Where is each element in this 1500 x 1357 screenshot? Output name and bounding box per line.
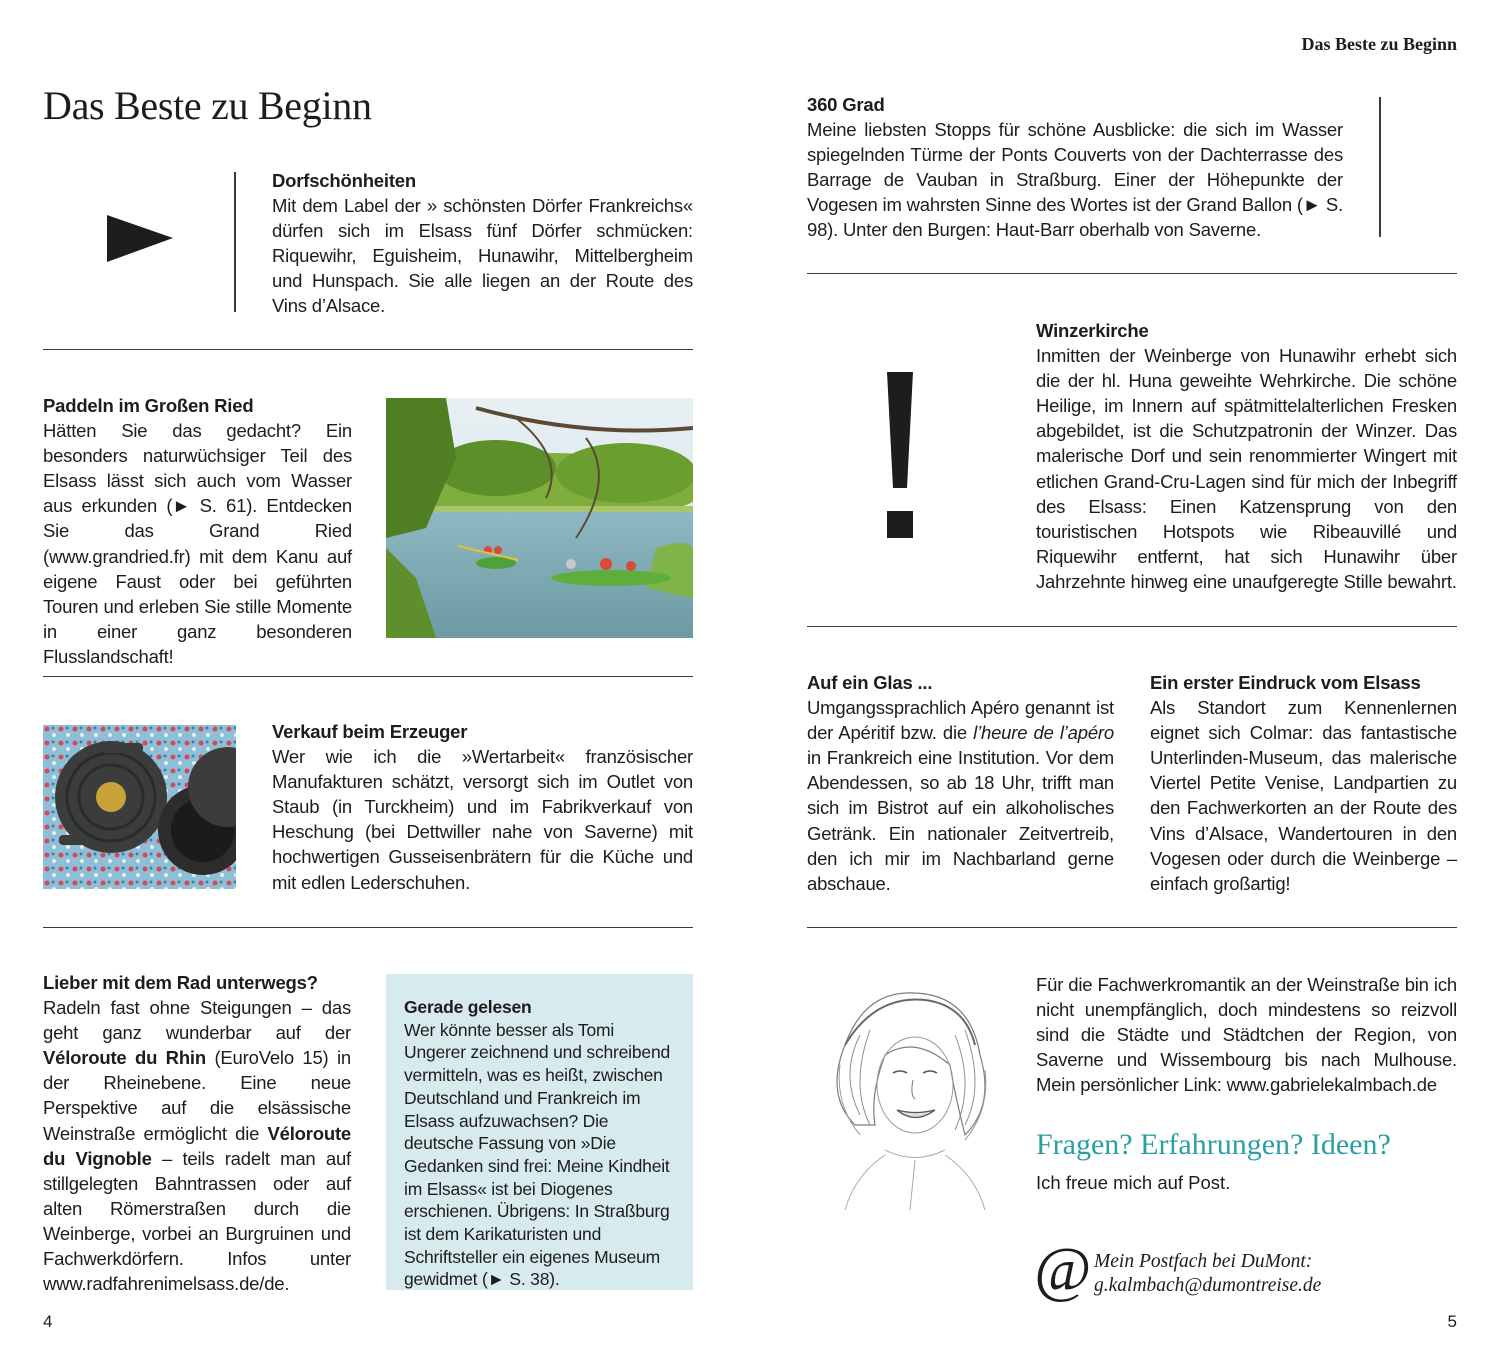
vertical-divider	[234, 172, 236, 312]
section-divider	[43, 927, 693, 928]
section-title: Verkauf beim Erzeuger	[272, 721, 468, 742]
section-text: Umgangssprachlich Apéro genannt ist der Apéritif bzw. die	[807, 697, 1114, 744]
bold-route-name: Véloroute du Vignoble	[43, 1122, 351, 1169]
section-divider	[807, 927, 1457, 928]
section-dorfschoenheiten	[272, 168, 693, 319]
box-text: Wer könnte besser als Tomi Ungerer zeichnend und schreibend vermitteln, was es heißt, zwischen Deutschland und Frankreich im Elsass aufzuwachsen? Die deutsche Fassung von »Die Gedanken sind frei: Meine Kindheit im Elsass« ist bei Diogenes erschienen. Übrigens: In Straßburg ist dem Karikaturisten und Schriftsteller ein eigenes Museum gewidmet (► S. 38).	[404, 1019, 671, 1290]
section-winzerkirche	[1036, 318, 1457, 594]
section-rad	[43, 970, 351, 1296]
italic-phrase: l’heure de l’apéro	[973, 722, 1114, 744]
page-number-right: 5	[1447, 1312, 1457, 1331]
reading-tip-content	[404, 996, 679, 1291]
reading-tip-box	[386, 974, 693, 1290]
section-title: Winzerkirche	[1036, 320, 1149, 341]
canoe-river-photo	[386, 398, 693, 638]
section-verkauf	[272, 719, 693, 895]
section-title: Lieber mit dem Rad unterwegs?	[43, 972, 318, 993]
section-text: (EuroVelo 15) in der Rheinebene. Eine neue Perspektive auf die elsässische Weinstraße ermöglicht die	[43, 1047, 351, 1144]
section-divider	[807, 273, 1457, 274]
running-head: Das Beste zu Beginn	[1301, 34, 1457, 54]
contact-cta-subtext: Ich freue mich auf Post.	[1036, 1172, 1231, 1193]
mail-label: Mein Postfach bei DuMont:	[1094, 1251, 1313, 1272]
cast-iron-cocotte-photo	[43, 725, 236, 889]
page-number-left: 4	[43, 1312, 53, 1331]
mail-address-link[interactable]: g.kalmbach@dumontreise.de	[1094, 1275, 1322, 1296]
section-divider	[807, 626, 1457, 627]
section-text: Hätten Sie das gedacht? Ein besonders naturwüchsiger Teil des Elsass lässt sich auch vom Wasser aus erkunden (► S. 61). Entdecken Sie das Grand Ried (www.grandried.fr) mit dem Kanu auf eigene Faust oder bei geführten Touren und erleben Sie stille Momente in einer ganz besonderen Flusslandschaft!	[43, 420, 352, 667]
page-title: Das Beste zu Beginn	[43, 83, 372, 128]
bold-route-name: Véloroute du Rhin	[43, 1047, 206, 1069]
play-triangle-icon	[106, 214, 174, 264]
exclamation-icon	[884, 370, 920, 540]
box-title: Gerade gelesen	[404, 997, 532, 1017]
section-text: Inmitten der Weinberge von Hunawihr erhebt sich die der hl. Huna geweihte Wehrkirche. Die schöne Heilige, im Innern auf spätmittelalterlichen Fresken abgebildet, ist die Schutzpatronin der Winzer. Das malerische Dorf und sein renommierter Wingert mit etlichen Grand-Cru-Lagen sind für mich der Inbegriff des Elsass: Einen Katzensprung von den touristischen Hotspots wie Ribeauvillé und Riquewihr entfernt, hat sich Hunawihr über Jahrzehnte hinweg eine unaufgeregte Stille bewahrt.	[1036, 345, 1457, 592]
author-pencil-portrait	[815, 975, 1005, 1210]
section-360-grad	[807, 92, 1343, 243]
contact-mail	[1094, 1250, 1321, 1298]
section-paddeln	[43, 393, 352, 669]
section-auf-ein-glas	[807, 670, 1114, 896]
section-title: Auf ein Glas ...	[807, 672, 933, 693]
section-title: Ein erster Eindruck vom Elsass	[1150, 672, 1421, 693]
section-text: – teils radelt man auf stillgelegten Bahntrassen oder auf alten Römerstraßen durch die Weinberge, vorbei an Burgruinen und Fachwerkdörfern. Infos unter www.radfahrenimelsass.de/de.	[43, 1147, 351, 1295]
at-sign-icon: @	[1034, 1236, 1092, 1304]
section-text: Wer wie ich die »Wertarbeit« französischer Manufakturen schätzt, versorgt sich im Outlet von Staub (in Turckheim) und im Fabrikverkauf von Heschung (bei Dettwiller nahe von Saverne) mit hochwertigen Gusseisenbrätern für die Küche und mit edlen Lederschuhen.	[272, 746, 693, 893]
vertical-divider	[1379, 97, 1381, 237]
author-intro	[1036, 972, 1457, 1097]
section-text: Meine liebsten Stopps für schöne Ausblicke: die sich im Wasser spiegelnden Türme der Ponts Couverts von der Dachterrasse des Barrage de Vauban in Straßburg. Einer der Höhepunkte der Vogesen im wahrsten Sinne des Wortes ist der Grand Ballon (► S. 98). Unter den Burgen: Haut-Barr oberhalb von Saverne.	[807, 119, 1343, 241]
section-text: in Frankreich eine Institution. Vor dem Abendessen, so ab 18 Uhr, trifft man sich im Bistrot auf ein alkoholisches Getränk. Ein nationaler Zeitvertreib, den ich mir im Nachbarland gerne abschaue.	[807, 747, 1114, 894]
section-divider	[43, 349, 693, 350]
section-erster-eindruck	[1150, 670, 1457, 896]
section-title: 360 Grad	[807, 94, 885, 115]
section-text: Mit dem Label der » schönsten Dörfer Frankreichs« dürfen sich im Elsass fünf Dörfer schmücken: Riquewihr, Eguisheim, Hunawihr, Mittelbergheim und Hunspach. Sie alle liegen an der Route des Vins d’Alsace.	[272, 195, 693, 317]
section-divider	[43, 676, 693, 677]
section-title: Paddeln im Großen Ried	[43, 395, 254, 416]
section-text: Als Standort zum Kennenlernen eignet sich Colmar: das fantastische Unterlinden-Museum, das malerische Viertel Petite Venise, Landpartien zu den Fachwerkorten an der Route des Vins d’Alsace, Wandertouren in den Vogesen oder durch die Weinberge – einfach großartig!	[1150, 697, 1457, 894]
contact-cta-heading: Fragen? Erfahrungen? Ideen?	[1036, 1128, 1391, 1161]
section-text: Radeln fast ohne Steigungen – das geht ganz wunderbar auf der	[43, 997, 351, 1044]
section-title: Dorfschönheiten	[272, 170, 416, 191]
author-text: Für die Fachwerkromantik an der Weinstraße bin ich nicht unempfänglich, doch mindestens so reizvoll sind die Städte und Städtchen der Region, von Saverne und Wissembourg bis nach Mulhouse. Mein persönlicher Link: www.gabrielekalmbach.de	[1036, 974, 1457, 1096]
